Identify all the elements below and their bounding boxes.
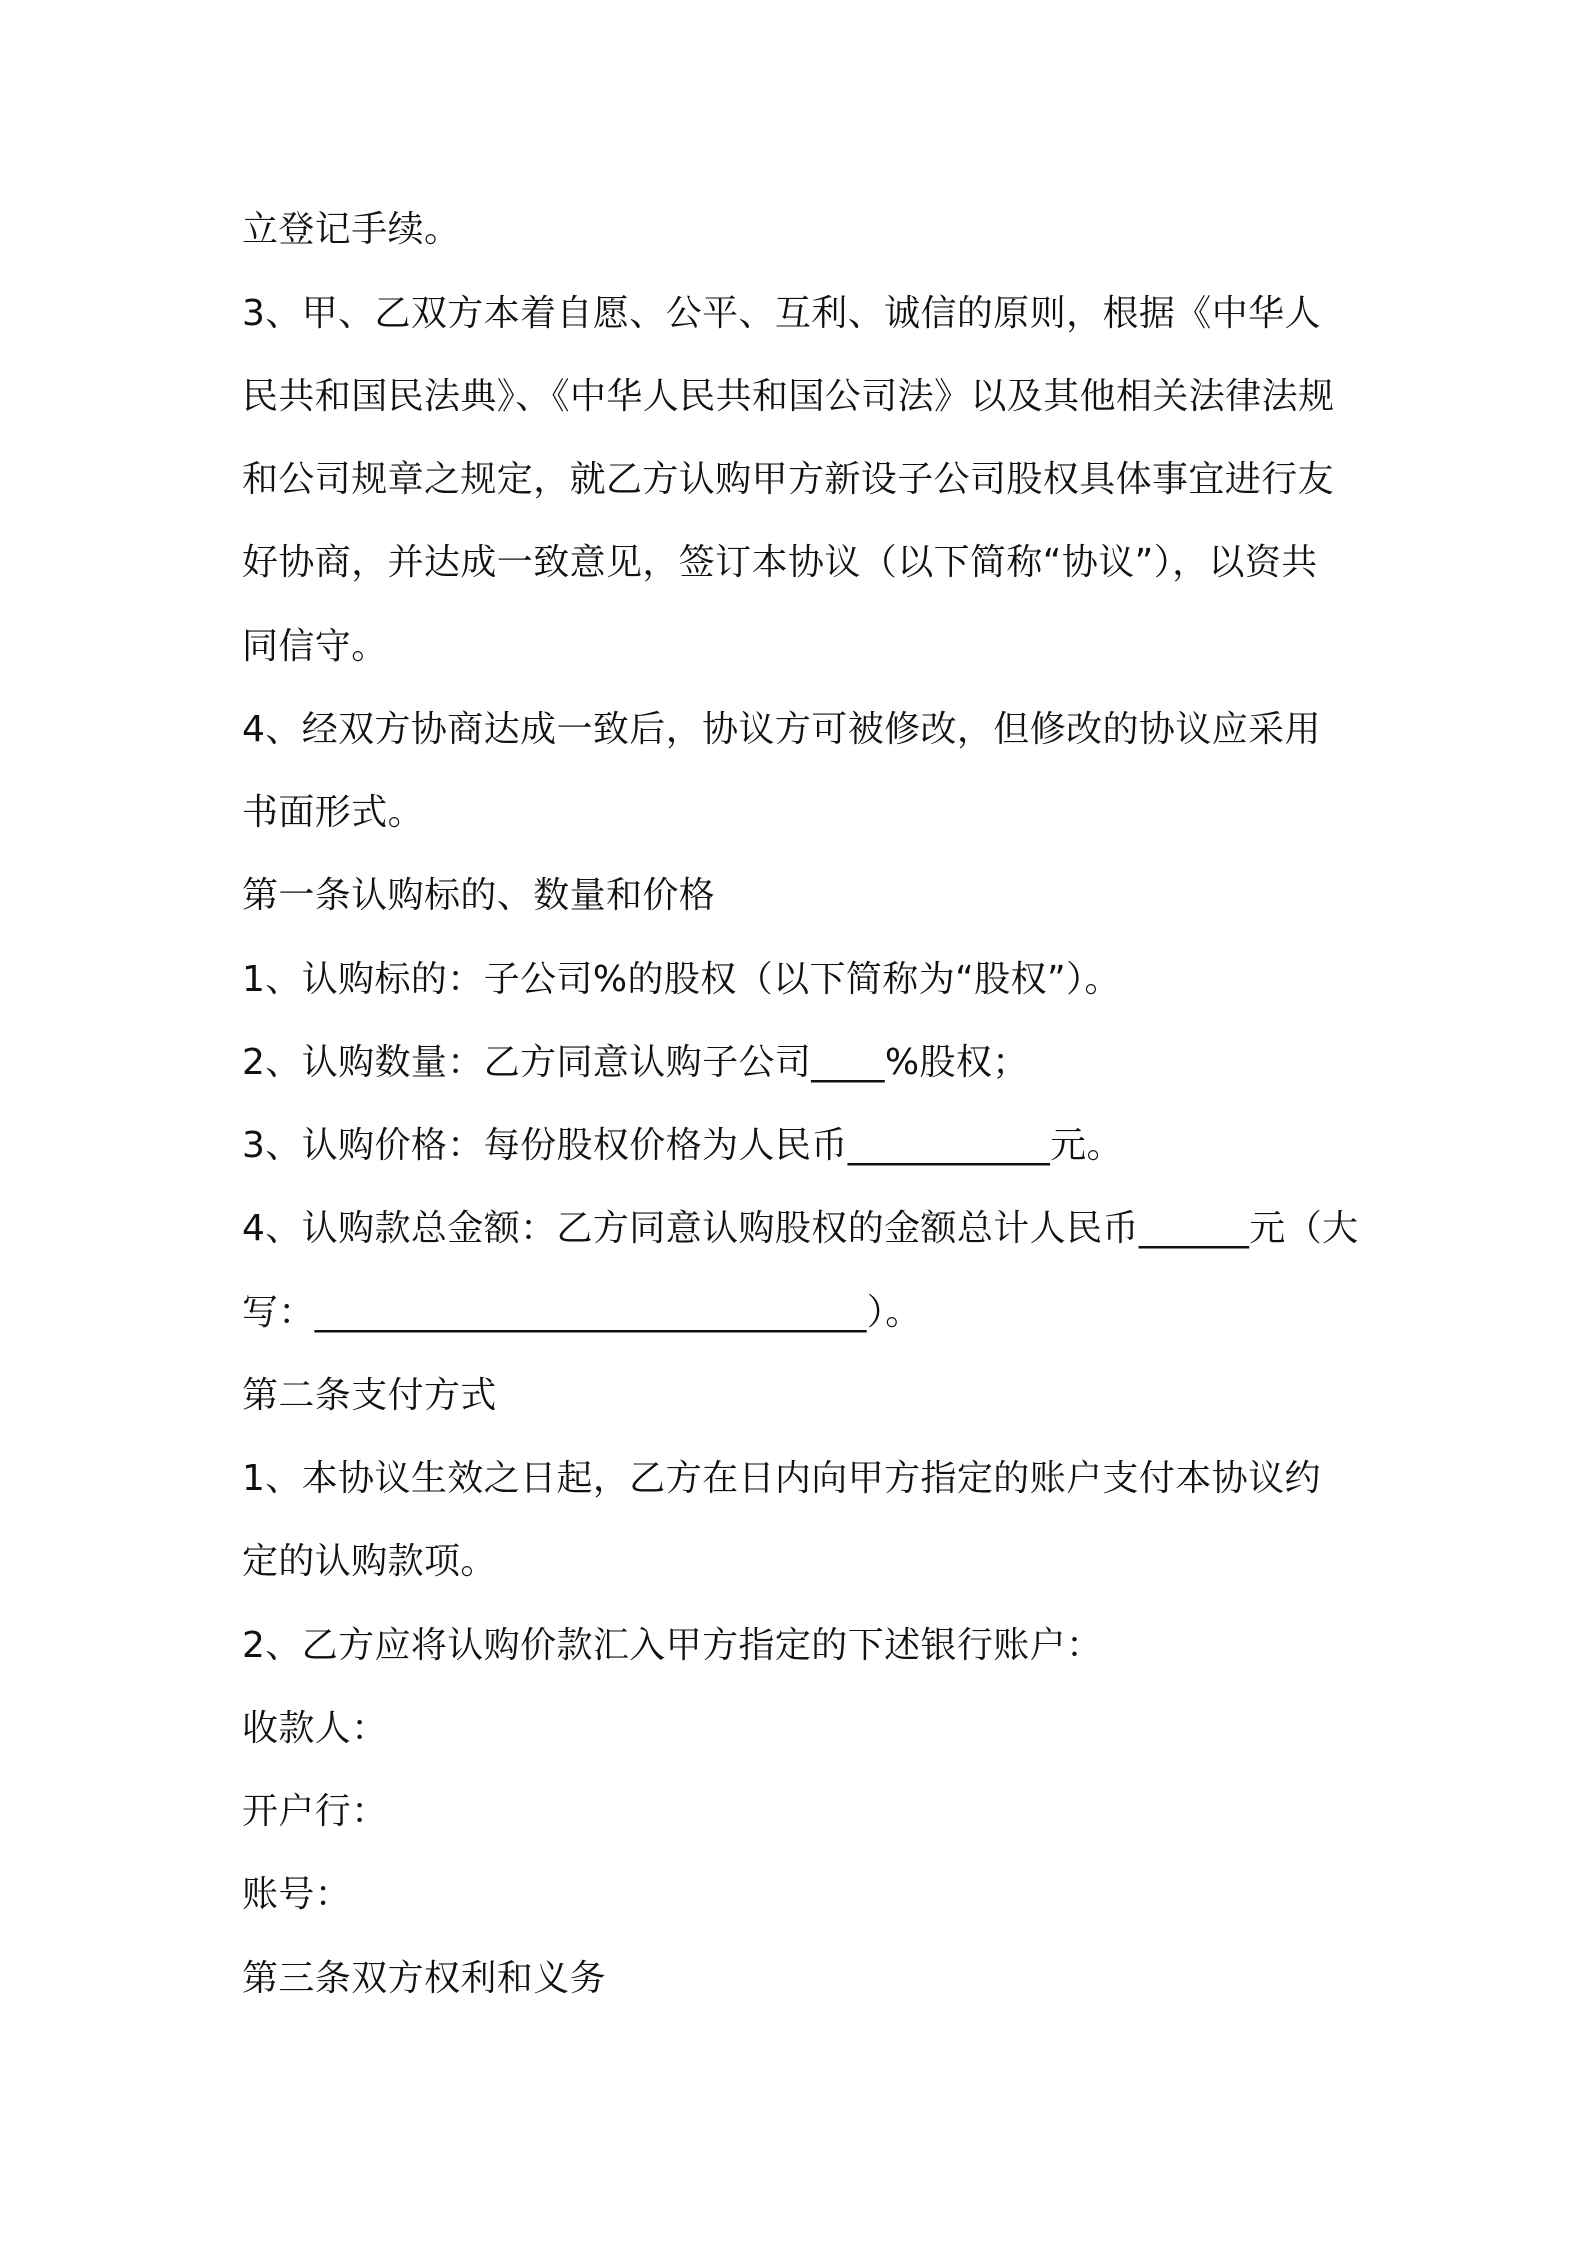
text-line: 1、本协议生效之日起，乙方在日内向甲方指定的账户支付本协议约 [242, 1458, 1321, 1499]
text-line: 4、认购款总金额：乙方同意认购股权的金额总计人民币______元（大 [242, 1208, 1359, 1249]
bank-label: 开户行： [242, 1791, 388, 1832]
text-line: 3、认购价格：每份股权价格为人民币___________元。 [242, 1125, 1123, 1166]
text-line: 同信守。 [242, 626, 388, 667]
text-line: 3、甲、乙双方本着自愿、公平、互利、诚信的原则，根据《中华人 [242, 293, 1321, 334]
text-line: 写：______________________________）。 [242, 1292, 922, 1333]
text-line: 和公司规章之规定，就乙方认购甲方新设子公司股权具体事宜进行友 [242, 459, 1335, 500]
text-line: 书面形式。 [242, 792, 425, 833]
text-line: 定的认购款项。 [242, 1541, 497, 1582]
text-line: 民共和国民法典》、《中华人民共和国公司法》以及其他相关法律法规 [242, 376, 1335, 417]
text-line: 1、认购标的：子公司%的股权（以下简称为“股权”）。 [242, 959, 1121, 1000]
section-heading: 第一条认购标的、数量和价格 [242, 875, 716, 916]
section-heading: 第二条支付方式 [242, 1375, 497, 1416]
text-line: 4、经双方协商达成一致后，协议方可被修改，但修改的协议应采用 [242, 709, 1321, 750]
text-line: 立登记手续。 [242, 209, 461, 250]
text-line: 2、乙方应将认购价款汇入甲方指定的下述银行账户： [242, 1625, 1103, 1666]
account-label: 账号： [242, 1874, 352, 1915]
text-line: 好协商，并达成一致意见，签订本协议（以下简称“协议”），以资共 [242, 542, 1318, 583]
payee-label: 收款人： [242, 1708, 388, 1749]
text-line: 2、认购数量：乙方同意认购子公司____%股权； [242, 1042, 1029, 1083]
section-heading: 第三条双方权利和义务 [242, 1958, 607, 1999]
